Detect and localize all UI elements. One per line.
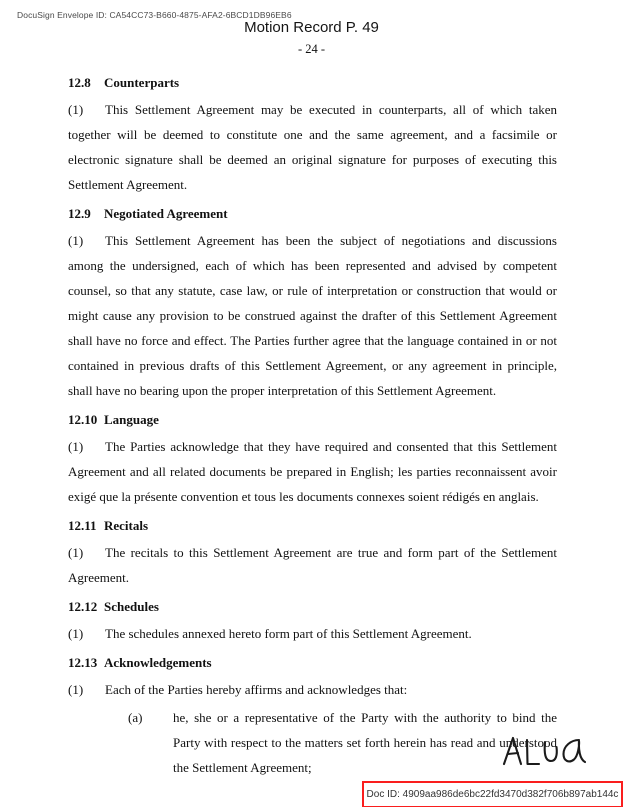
- sub-item-marker: (a): [128, 710, 143, 725]
- paragraph-text: This Settlement Agreement may be executed in counterparts, all of which taken together will be deemed to constitute one and the same agreement, and a facsimile or electronic signature shall be deemed an original signature for purposes of executing this Settlement Agreement.: [68, 102, 557, 192]
- section-heading-counterparts: [68, 70, 557, 95]
- section-number: 12.8: [68, 75, 91, 90]
- section-title: Negotiated Agreement: [104, 206, 228, 221]
- paragraph-marker: (1): [68, 626, 84, 641]
- section-heading-acknowledgements: [68, 650, 557, 675]
- paragraph-marker: (1): [68, 439, 84, 454]
- paragraph-text: Each of the Parties hereby affirms and acknowledges that:: [105, 682, 408, 697]
- paragraph: [68, 540, 557, 590]
- section-number: 12.12: [68, 599, 98, 614]
- document-body: [68, 66, 557, 782]
- paragraph: [68, 228, 557, 403]
- sub-item-a: [128, 705, 557, 780]
- section-heading-schedules: [68, 594, 557, 619]
- paragraph-marker: (1): [68, 102, 84, 117]
- doc-id: Doc ID: 4909aa986de6bc22fd3470d382f706b897ab144c: [366, 789, 619, 800]
- paragraph: [68, 621, 557, 646]
- section-title: Acknowledgements: [104, 655, 212, 670]
- sub-item-text: he, she or a representative of the Party with the authority to bind the Party with respect to the matters set forth herein has read and understood the Settlement Agreement;: [173, 710, 557, 775]
- section-title: Language: [104, 412, 159, 427]
- paragraph-text: The recitals to this Settlement Agreement are true and form part of the Settlement Agreement.: [68, 545, 557, 585]
- paragraph-marker: (1): [68, 682, 84, 697]
- handwritten-initials: [500, 731, 586, 771]
- section-title: Schedules: [104, 599, 159, 614]
- section-number: 12.13: [68, 655, 98, 670]
- initials-strokes: [500, 731, 586, 771]
- paragraph-marker: (1): [68, 233, 84, 248]
- docusign-envelope-id: DocuSign Envelope ID: CA54CC73-B660-4875-AFA2-6BCD1DB96EB6: [17, 10, 292, 20]
- paragraph: [68, 97, 557, 197]
- doc-id-highlight-box: [362, 781, 623, 807]
- page-number: - 24 -: [297, 42, 326, 56]
- section-heading-language: [68, 407, 557, 432]
- section-title: Counterparts: [104, 75, 180, 90]
- paragraph: [68, 677, 557, 702]
- section-number: 12.9: [68, 206, 91, 221]
- section-number: 12.10: [68, 412, 98, 427]
- section-heading-negotiated-agreement: [68, 201, 557, 226]
- motion-record-stamp: Motion Record P. 49: [244, 19, 379, 36]
- paragraph-marker: (1): [68, 545, 84, 560]
- paragraph-text: This Settlement Agreement has been the subject of negotiations and discussions among the undersigned, each of which has been represented and advised by competent counsel, so that any statute, case law, or rule of interpretation or construction that would or might cause any provision to be construed against the drafter of this Settlement Agreement shall have no force and effect. The Parties further agree that the language contained in or not contained in previous drafts of this Settlement Agreement, or any agreement in principle, shall have no bearing upon the proper interpretation of this Settlement Agreement.: [68, 233, 557, 398]
- paragraph: [68, 434, 557, 509]
- section-title: Recitals: [104, 518, 149, 533]
- section-heading-recitals: [68, 513, 557, 538]
- paragraph-text: The schedules annexed hereto form part of this Settlement Agreement.: [105, 626, 472, 641]
- paragraph-text: The Parties acknowledge that they have required and consented that this Settlement Agreement and all related documents be prepared in English; les parties reconnaissent avoir exigé que la présente convention et tous les documents connexes soient rédigés en anglais.: [68, 439, 557, 504]
- section-number: 12.11: [68, 518, 97, 533]
